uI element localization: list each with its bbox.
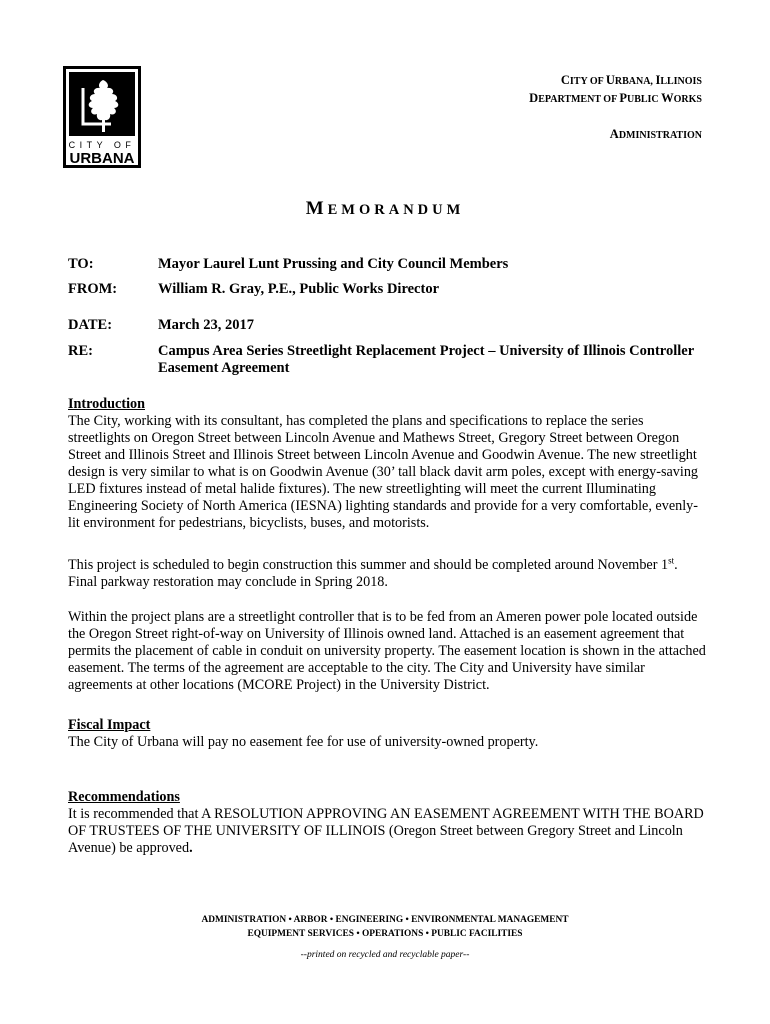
memo-title: MEMORANDUM xyxy=(305,198,465,219)
department-divisions-footer xyxy=(0,913,770,941)
city-line: CITY OF URBANA, ILLINOIS xyxy=(560,73,702,87)
plans-paragraph xyxy=(68,609,708,694)
schedule-paragraph xyxy=(68,557,708,591)
recycled-paper-note: --printed on recycled and recyclable paper-- xyxy=(300,950,470,960)
logo-top-text: CITY OF xyxy=(68,140,136,150)
schedule-text: This project is scheduled to begin construction this summer and should be completed around November 1 xyxy=(68,557,669,573)
date-label: DATE: xyxy=(68,317,113,333)
recommendations-period: . xyxy=(189,840,193,856)
logo-bottom-text: URBANA xyxy=(69,150,135,167)
introduction-text: The City, working with its consultant, has completed the plans and specifications to replace the series streetlights on Oregon Street between Lincoln Avenue and Mathews Street, Gregory Street between Oregon Street and Illinois Street and Illinois Street between Lincoln Avenue and Goodwin Avenue. The new streetlight design is very similar to what is on Goodwin Avenue (30’ tall black davit arm poles, except with energy-saving LED fixtures instead of metal halide fixtures). The new streetlighting will meet the current Illuminating Engineering Society of North America (IESNA) lighting standards and provide for a very comfortable, evenly-lit environment for pedestrians, bicyclists, buses, and motorists. xyxy=(68,413,699,531)
schedule-text-end: . Final parkway restoration may conclude in Spring 2018. xyxy=(68,557,678,590)
introduction-section xyxy=(68,396,708,532)
department-line: DEPARTMENT OF PUBLIC WORKS xyxy=(529,91,702,105)
from-label: FROM: xyxy=(68,281,118,297)
administration-line: ADMINISTRATION xyxy=(609,127,702,141)
introduction-heading: Introduction xyxy=(68,396,145,412)
re-value: Campus Area Series Streetlight Replacement Project – University of Illinois Controller Easement Agreement xyxy=(158,343,694,376)
fiscal-impact-heading: Fiscal Impact xyxy=(68,717,151,733)
fiscal-impact-section xyxy=(68,717,708,751)
schedule-superscript: st xyxy=(668,555,675,566)
re-label: RE: xyxy=(68,343,93,359)
city-of-urbana-logo xyxy=(63,66,141,168)
footer-line-2: EQUIPMENT SERVICES • OPERATIONS • PUBLIC FACILITIES xyxy=(247,929,523,939)
recommendations-heading: Recommendations xyxy=(68,789,180,805)
plans-text: Within the project plans are a streetlight controller that is to be fed from an Ameren power pole located outside the Oregon Street right-of-way on University of Illinois owned land. Attached is an easement agreement that permits the placement of cable in conduit on university property. The easement location is shown in the attached easement. The terms of the agreement are acceptable to the city. The City and University have similar agreements at other locations (MCORE Project) in the University District. xyxy=(68,609,706,693)
recommendations-section xyxy=(68,789,708,857)
fiscal-impact-text: The City of Urbana will pay no easement fee for use of university-owned property. xyxy=(68,734,539,750)
from-value: William R. Gray, P.E., Public Works Director xyxy=(158,281,440,297)
recommendations-text: It is recommended that A RESOLUTION APPROVING AN EASEMENT AGREEMENT WITH THE BOARD OF TRUSTEES OF THE UNIVERSITY OF ILLINOIS (Oregon Street between Gregory Street and Lincoln Avenue) be approved xyxy=(68,806,704,856)
footer-line-1: ADMINISTRATION • ARBOR • ENGINEERING • ENVIRONMENTAL MANAGEMENT xyxy=(201,915,569,925)
to-label: TO: xyxy=(68,256,94,272)
department-header xyxy=(529,72,702,144)
to-value: Mayor Laurel Lunt Prussing and City Council Members xyxy=(158,256,509,272)
date-value: March 23, 2017 xyxy=(158,317,254,333)
